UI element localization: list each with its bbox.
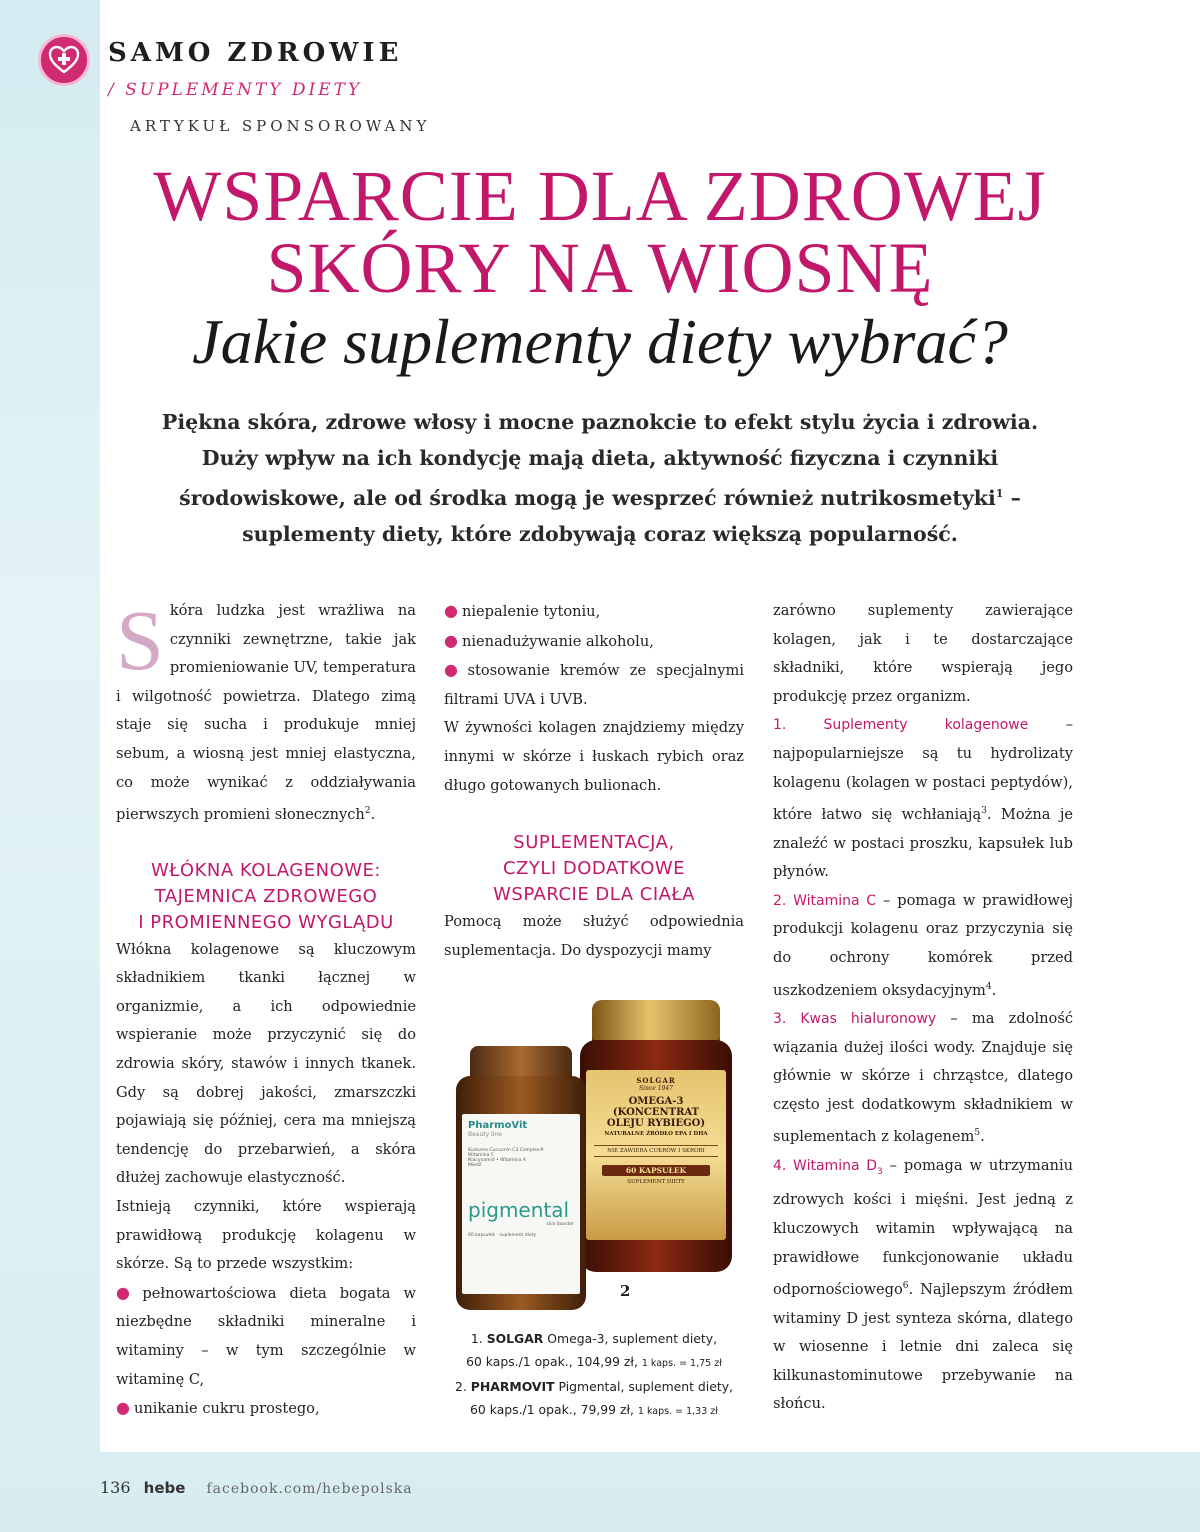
- supplement-item: [773, 1005, 1073, 1152]
- factors-paragraph: Istnieją czynniki, które wspierają prawidłową produkcję kolagenu w skórze. Są to przede wszystkim:: [116, 1197, 416, 1273]
- drop-cap: S: [116, 592, 164, 688]
- solgar-brand: SOLGAR: [636, 1076, 676, 1085]
- item-text-end: .: [991, 981, 997, 999]
- solgar-count: 60 KAPSUŁEK: [602, 1165, 710, 1176]
- product-caption: [444, 1327, 744, 1423]
- lead-line-1: Piękna skóra, zdrowe włosy i mocne paznokcie to efekt stylu życia i zdrowia.: [161, 410, 1039, 434]
- pigmental-tag: skin booster: [546, 1222, 574, 1227]
- article-title: [100, 156, 1100, 308]
- solgar-since: Since 1947: [639, 1085, 673, 1092]
- supplementation-paragraph: Pomocą może służyć odpowiednia suplementacja. Do dyspozycji mamy: [444, 913, 744, 959]
- caption-line: [444, 1398, 744, 1423]
- caption-brand: SOLGAR: [486, 1331, 544, 1346]
- caption-price: 60 kaps./1 opak., 79,99 zł,: [470, 1402, 638, 1417]
- heading-line: WSPARCIE DLA CIAŁA: [493, 884, 695, 906]
- sponsored-label: ARTYKUŁ SPONSOROWANY: [130, 117, 431, 135]
- footnote-ref: 4: [985, 981, 992, 992]
- lead-line-3-text: środowiskowe, ale od środka mogą je wesprzeć również nutrikosmetyki: [179, 485, 996, 510]
- column-3: [773, 597, 1073, 1419]
- item-label: 4. Witamina D: [773, 1157, 878, 1174]
- heading-line: WŁÓKNA KOLAGENOWE:: [150, 859, 381, 881]
- list-item-text: nienadużywanie alkoholu,: [461, 632, 654, 650]
- title-line-2: SKÓRY NA WIOSNĘ: [266, 228, 934, 308]
- caption-line: [444, 1350, 744, 1375]
- footnote-ref: 1: [995, 487, 1004, 500]
- bullet-icon: ●: [116, 1398, 130, 1418]
- supplement-item: [773, 887, 1073, 1005]
- pigmental-ingredient: Witamina C: [468, 1153, 494, 1158]
- heart-plus-icon: [38, 34, 90, 86]
- caption-text: Omega-3, suplement diety,: [543, 1331, 718, 1346]
- pigmental-type: suplement diety: [499, 1233, 537, 1238]
- column-2: [444, 597, 744, 965]
- hebe-logo: hebe: [143, 1479, 186, 1497]
- solgar-type: SUPLEMENT DIETY: [627, 1179, 685, 1185]
- facebook-link[interactable]: facebook.com/hebepolska: [206, 1481, 413, 1497]
- heading-line: TAJEMNICA ZDROWEGO: [154, 885, 378, 907]
- food-paragraph: W żywności kolagen znajdziemy między innymi w skórze i łuskach rybich oraz długo gotowanych bulionach.: [444, 719, 744, 794]
- lead-line-4: suplementy diety, które zdobywają coraz większą popularność.: [242, 521, 958, 546]
- caption-brand: PHARMOVIT: [470, 1379, 555, 1394]
- bullet-icon: ●: [444, 660, 464, 680]
- intro-paragraph: zarówno suplementy zawierające kolagen, jak i te dostarczające składniki, które wspierają jego produkcję przez organizm.: [773, 602, 1073, 705]
- footnote-ref: 2: [364, 806, 371, 817]
- caption-line: [444, 1327, 744, 1350]
- caption-unit-price: 1 kaps. = 1,75 zł: [641, 1358, 722, 1369]
- pigmental-cap: [470, 1046, 572, 1080]
- supplement-item: [773, 711, 1073, 886]
- pigmental-ingredient: Kurkuma Curcumin C3 Complex®: [468, 1148, 544, 1153]
- item-text-end: .: [980, 1128, 985, 1146]
- product-photo: [450, 1000, 740, 1320]
- caption-number: 1.: [470, 1331, 487, 1346]
- list-item: [116, 1394, 416, 1424]
- section-title: SAMO ZDROWIE: [108, 38, 403, 68]
- item-text: – najpopularniejsze są tu hydrolizaty kolagenu (kolagen w postaci peptydów), które łatwo się wchłaniają: [773, 716, 1073, 824]
- heading-supplementation: [444, 830, 744, 908]
- pigmental-footer: 60 kapsułek · suplement diety: [468, 1233, 537, 1238]
- column-1: [116, 592, 416, 1424]
- bullet-icon: ●: [116, 1282, 139, 1302]
- caption-number: 2.: [455, 1379, 471, 1394]
- bullet-icon: ●: [444, 601, 458, 620]
- list-item: [116, 1279, 416, 1394]
- item-text: – pomaga w utrzymaniu zdrowych kości i mięśni. Jest jedną z kluczowych witamin wpływającą na prawidłowe funkcjonowanie układu odpornościowego: [773, 1156, 1074, 1298]
- lead-line-3: [150, 476, 1050, 516]
- title-line-1: WSPARCIE DLA ZDROWEJ: [153, 156, 1047, 236]
- pigmental-label: [462, 1114, 580, 1294]
- item-text-end: . Najlepszym źródłem witaminy D jest synteza skórna, dlatego w wiosenne i letnie dni zaleca się kilkunastominutowe przebywanie na słońcu.: [773, 1281, 1073, 1413]
- pigmental-line: Beauty line: [468, 1131, 502, 1138]
- pigmental-ingredient: Miedź: [468, 1163, 482, 1168]
- solgar-label: [586, 1070, 726, 1240]
- solgar-name: OMEGA-3: [628, 1096, 684, 1107]
- list-item-text: unikanie cukru prostego,: [133, 1400, 320, 1418]
- lead-line-2: Duży wpływ na ich kondycję mają dieta, aktywność fizyczna i czynniki: [201, 446, 999, 470]
- heading-line: SUPLEMENTACJA,: [513, 832, 675, 854]
- solgar-name: (KONCENTRAT: [612, 1107, 700, 1118]
- product-number-2: 2: [620, 1282, 631, 1300]
- intro-paragraph: Skóra ludzka jest wrażliwa na czynniki zewnętrzne, takie jak promieniowanie UV, temperatura i wilgotność powietrza. Dlatego zimą staje się sucha i produkuje mniej sebum, a wiosną jest mniej elastyczna, co może wynikać z oddziaływania pierwszych promieni słonecznych$^2$.: [116, 592, 416, 824]
- caption-price: 60 kaps./1 opak., 104,99 zł,: [466, 1354, 642, 1369]
- heading-collagen: [116, 858, 416, 936]
- bullet-icon: ●: [444, 630, 458, 650]
- footnote-ref: 6: [902, 1281, 909, 1292]
- caption-line: [444, 1375, 744, 1398]
- heading-line: CZYLI DODATKOWE: [502, 858, 686, 880]
- item-text: – ma zdolność wiązania dużej ilości wody. Znajduje się głównie w skórze i chrząstce, dlatego często jest dodatkowym składnikiem w suplementach z kolagenem: [773, 1010, 1073, 1146]
- pigmental-brand: PharmoVit: [468, 1120, 528, 1131]
- supplement-item: [773, 1152, 1073, 1419]
- collagen-paragraph: Włókna kolagenowe są kluczowym składnikiem tkanki łącznej w organizmie, a ich odpowiednie wspieranie może przyczynić się do zdrowia skóry, stawów i innych tkanek. Gdy są dobrej jakości, zmarszczki pojawiają się później, cera ma mniejszą tendencję do przebarwień, a skóra dłużej zachowuje elastyczność.: [116, 940, 416, 1187]
- list-item: [444, 627, 744, 657]
- item-label: 1. Suplementy kolagenowe: [773, 717, 1029, 734]
- pigmental-ingredient: Niacynamid • Witamina A: [468, 1158, 527, 1163]
- item-label: 3. Kwas hialuronowy: [773, 1011, 937, 1028]
- solgar-cap: [592, 1000, 720, 1044]
- caption-text: Pigmental, suplement diety,: [554, 1379, 733, 1394]
- solgar-subtitle: NATURALNE ŹRÓDŁO EPA I DHA: [604, 1131, 708, 1137]
- pigmental-count: 60 kapsułek: [468, 1233, 496, 1238]
- solgar-bottle: [580, 1000, 732, 1272]
- item-label-subscript: 3: [877, 1166, 883, 1177]
- page-number: 136: [100, 1478, 131, 1497]
- lead-line-3-end: –: [1003, 485, 1021, 510]
- list-item-text: pełnowartościowa dieta bogata w niezbędne składniki mineralne i witaminy – w tym szczególnie w witaminę C,: [116, 1284, 416, 1388]
- list-item: [444, 597, 744, 627]
- heading-line: I PROMIENNEGO WYGLĄDU: [138, 911, 394, 933]
- solgar-name: OLEJU RYBIEGO): [606, 1118, 706, 1129]
- page-footer: [100, 1478, 413, 1497]
- footnote-ref: 5: [974, 1128, 981, 1139]
- lead-paragraph: [150, 404, 1050, 552]
- pigmental-bottle: [456, 1046, 586, 1310]
- list-item-text: niepalenie tytoniu,: [461, 603, 601, 620]
- item-text-end: . Można je znaleźć w postaci proszku, kapsułek lub płynów.: [773, 806, 1073, 881]
- solgar-claim: NIE ZAWIERA CUKRÓW I SKROBI: [594, 1145, 718, 1157]
- item-label: 2. Witamina C: [773, 892, 877, 909]
- intro-text: kóra ludzka jest wrażliwa na czynniki zewnętrzne, takie jak promieniowanie UV, temperatura i wilgotność powietrza. Dlatego zimą staje się sucha i produkuje mniej sebum, a wiosną jest mniej elastyczna, co może wynikać z oddziaływania pierwszych promieni słonecznych: [116, 602, 416, 824]
- pigmental-name: pigmental: [468, 1198, 570, 1222]
- subsection-title: / SUPLEMENTY DIETY: [108, 80, 363, 100]
- article-subtitle: Jakie suplementy diety wybrać?: [192, 306, 1008, 377]
- item-text: – pomaga w prawidłowej produkcji kolagenu oraz przyczynia się do ochrony komórek przed uszkodzeniem oksydacyjnym: [773, 891, 1073, 999]
- footnote-ref: 3: [981, 806, 987, 817]
- list-item: [444, 656, 744, 714]
- caption-unit-price: 1 kaps. = 1,33 zł: [637, 1406, 718, 1417]
- list-item-text: stosowanie kremów ze specjalnymi filtrami UVA i UVB.: [444, 662, 744, 708]
